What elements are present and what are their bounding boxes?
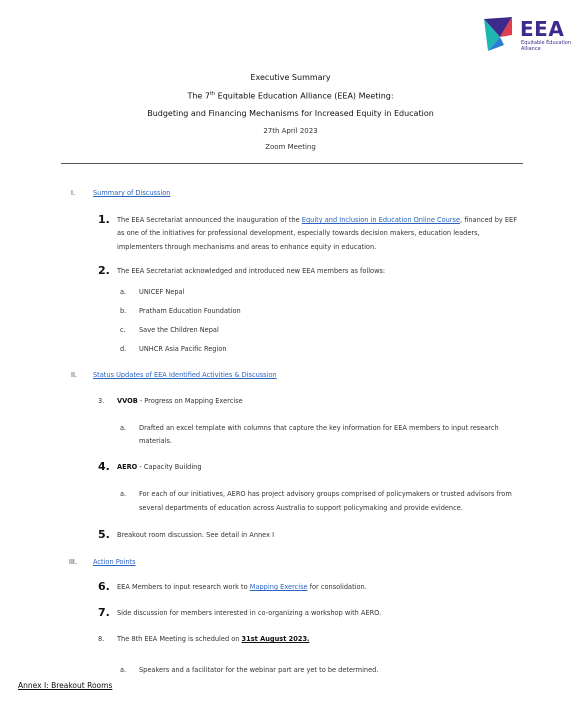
item-4-number: 4. [98,460,110,473]
meeting-date: 27th April 2023 [263,127,318,135]
eea-logo [482,15,572,55]
header-divider [61,163,523,164]
item-4a-letter: a. [120,490,127,498]
item-1-text-pre: The EEA Secretariat announced the inauguration of the [117,216,302,224]
item-6-number: 6. [98,580,110,593]
logo-wordmark: EEA [520,17,565,41]
member-c-letter: c. [120,326,126,334]
meeting-title-post: Equitable Education Alliance (EEA) Meeting: [215,91,394,101]
item-8a-letter: a. [120,666,127,674]
next-meeting-date: 31st August 2023. [241,635,310,643]
item-1-line-2: as one of the initiatives for professional development, especially towards decision makers, education leaders, [117,229,480,237]
item-6-text [117,583,367,591]
annex-heading: Annex I: Breakout Rooms [18,681,113,690]
item-2-number: 2. [98,264,110,277]
member-c-name: Save the Children Nepal [139,326,219,334]
meeting-venue: Zoom Meeting [265,143,316,151]
mapping-exercise-link[interactable]: Mapping Exercise [249,583,308,591]
item-8-text [117,635,310,643]
section-2-numeral: II. [71,371,77,379]
item-3-text [117,397,243,405]
meeting-title [0,91,581,101]
item-1-line-3: implementers through mechanisms and areas to enhance equity in education. [117,243,377,251]
section-3-heading[interactable]: Action Points [93,558,136,566]
member-a-letter: a. [120,288,127,296]
member-b-letter: b. [120,307,127,315]
item-8-number: 8. [98,635,105,643]
logo-subtitle-2: Alliance [521,46,541,52]
item-6-text-post: for consolidation. [307,583,367,591]
section-1-numeral: I. [71,189,76,197]
item-7-number: 7. [98,606,110,619]
meeting-subtitle: Budgeting and Financing Mechanisms for Increased Equity in Education [147,109,434,118]
item-3-org: VVOB [117,397,138,405]
item-5-number: 5. [98,528,110,541]
doc-title: Executive Summary [250,73,331,82]
meeting-title-pre: The 7 [187,91,210,101]
eea-logo-mark-icon [482,15,518,55]
item-4a-line-1: For each of our initiatives, AERO has project advisory groups comprised of policymakers or trusted advisors from [139,490,512,498]
item-1-text-post: , financed by EEF [460,216,518,224]
member-b-name: Pratham Education Foundation [139,307,241,315]
item-4-org: AERO [117,463,138,471]
member-d-letter: d. [120,345,127,353]
item-3-desc: - Progress on Mapping Exercise [137,397,243,405]
item-7-text: Side discussion for members interested in co-organizing a workshop with AERO. [117,609,382,617]
online-course-link[interactable]: Equity and Inclusion in Education Online Course [301,216,460,224]
item-5-text: Breakout room discussion. See detail in Annex I [117,531,275,539]
meeting-title-sup: th [209,91,216,97]
item-4-text [117,463,202,471]
section-3-numeral: III. [69,558,77,566]
section-1-heading[interactable]: Summary of Discussion [93,189,171,197]
member-d-name: UNHCR Asia Pacific Region [139,345,227,353]
section-2-heading[interactable]: Status Updates of EEA Identified Activities & Discussion [93,371,277,379]
item-3-number: 3. [98,397,105,405]
item-1-number: 1. [98,213,110,226]
item-3a-letter: a. [120,424,127,432]
item-6-text-pre: EEA Members to input research work to [117,583,250,591]
item-8-text-pre: The 8th EEA Meeting is scheduled on [117,635,242,643]
item-4a-line-2: several departments of education across Australia to support policymaking and provide evidence. [139,504,463,512]
logo-subtitle-1: Equitable Education [521,40,572,46]
item-8a-text: Speakers and a facilitator for the webinar part are yet to be determined. [139,666,379,674]
item-2-text: The EEA Secretariat acknowledged and introduced new EEA members as follows: [117,267,386,275]
item-4-desc: - Capacity Building [137,463,202,471]
item-1-line-1 [117,216,517,224]
item-3a-line-2: materials. [139,437,173,445]
member-a-name: UNICEF Nepal [139,288,185,296]
item-3a-line-1: Drafted an excel template with columns that capture the key information for EEA members to input research [139,424,499,432]
